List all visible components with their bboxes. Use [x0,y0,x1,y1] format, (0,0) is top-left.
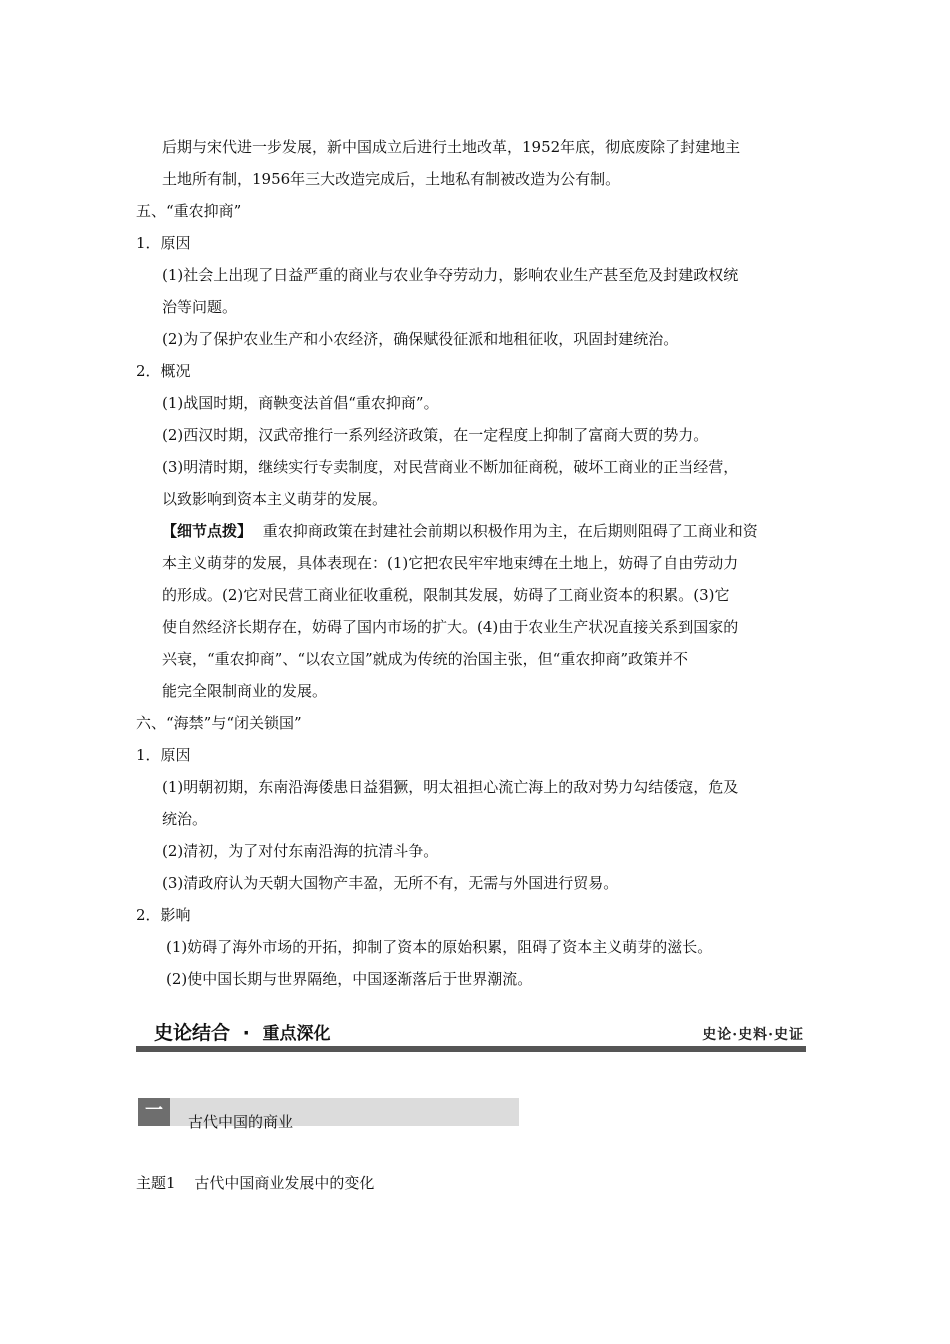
body-line: 能完全限制商业的发展。 [162,682,328,700]
body-line: 后期与宋代进一步发展，新中国成立后进行土地改革，1952年底，彻底废除了封建地主 [162,138,741,156]
body-line: 本主义萌芽的发展，具体表现在：(1)它把农民牢牢地束缚在土地上，妨碍了自由劳动力 [162,554,739,572]
topic-label: 主题1 [136,1174,176,1192]
body-line: (2)西汉时期，汉武帝推行一系列经济政策，在一定程度上抑制了富商大贾的势力。 [162,426,709,444]
body-line: (2)清初，为了对付东南沿海的抗清斗争。 [162,842,439,860]
body-line: 的形成。(2)它对民营工商业征收重税，限制其发展，妨碍了工商业资本的积累。(3)它 [162,586,730,604]
subheading-cause: 1．原因 [136,746,191,764]
banner-subtitle: 重点深化 [262,1024,331,1044]
section-heading-six: 六、“海禁”与“闭关锁国” [136,714,302,732]
topic-title: 古代中国商业发展中的变化 [194,1174,375,1192]
body-line: 统治。 [162,810,208,828]
subsection-header [138,1098,519,1131]
subheading-impact: 2．影响 [136,906,191,924]
subsection-number: 一 [138,1098,170,1126]
body-line: 兴衰，“重农抑商”、“以农立国”就成为传统的治国主张，但“重农抑商”政策并不 [162,650,689,668]
detail-note-text: 重农抑商政策在封建社会前期以积极作用为主，在后期则阻碍了工商业和资 [262,522,758,540]
body-line: (3)清政府认为天朝大国物产丰盈，无所不有，无需与外国进行贸易。 [162,874,619,892]
banner-rule [136,1046,806,1052]
section-heading-five: 五、“重农抑商” [136,202,242,220]
body-line: 土地所有制，1956年三大改造完成后，土地私有制被改造为公有制。 [162,170,621,188]
body-line: (2)为了保护农业生产和小农经济，确保赋役征派和地租征收，巩固封建统治。 [162,330,679,348]
section-banner [136,1012,806,1052]
banner-title [154,1018,330,1045]
banner-right-text: 史论·史料·史证 [702,1027,804,1043]
topic-heading [136,1173,374,1193]
body-line: (1)社会上出现了日益严重的商业与农业争夺劳动力，影响农业生产甚至危及封建政权统 [162,266,739,284]
body-line: 使自然经济长期存在，妨碍了国内市场的扩大。(4)由于农业生产状况直接关系到国家的 [162,618,739,636]
subheading-overview: 2．概况 [136,362,191,380]
banner-title-main: 史论结合 [154,1022,231,1044]
subheading-cause: 1．原因 [136,234,191,252]
detail-note-label: 【细节点拨】 [162,522,253,540]
body-line: 以致影响到资本主义萌芽的发展。 [162,490,388,508]
body-line: (1)战国时期，商鞅变法首倡“重农抑商”。 [162,394,439,412]
body-line: (1)妨碍了海外市场的开拓，抑制了资本的原始积累，阻碍了资本主义萌芽的滋长。 [166,938,713,956]
detail-note-line [162,521,758,541]
body-line: (2)使中国长期与世界隔绝，中国逐渐落后于世界潮流。 [166,970,533,988]
banner-separator: · [242,1022,250,1044]
body-line: (1)明朝初期，东南沿海倭患日益猖獗，明太祖担心流亡海上的敌对势力勾结倭寇，危及 [162,778,739,796]
body-line: (3)明清时期，继续实行专卖制度，对民营商业不断加征商税，破坏工商业的正当经营， [162,458,739,476]
body-line: 治等问题。 [162,298,238,316]
subsection-title: 古代中国的商业 [188,1113,294,1131]
